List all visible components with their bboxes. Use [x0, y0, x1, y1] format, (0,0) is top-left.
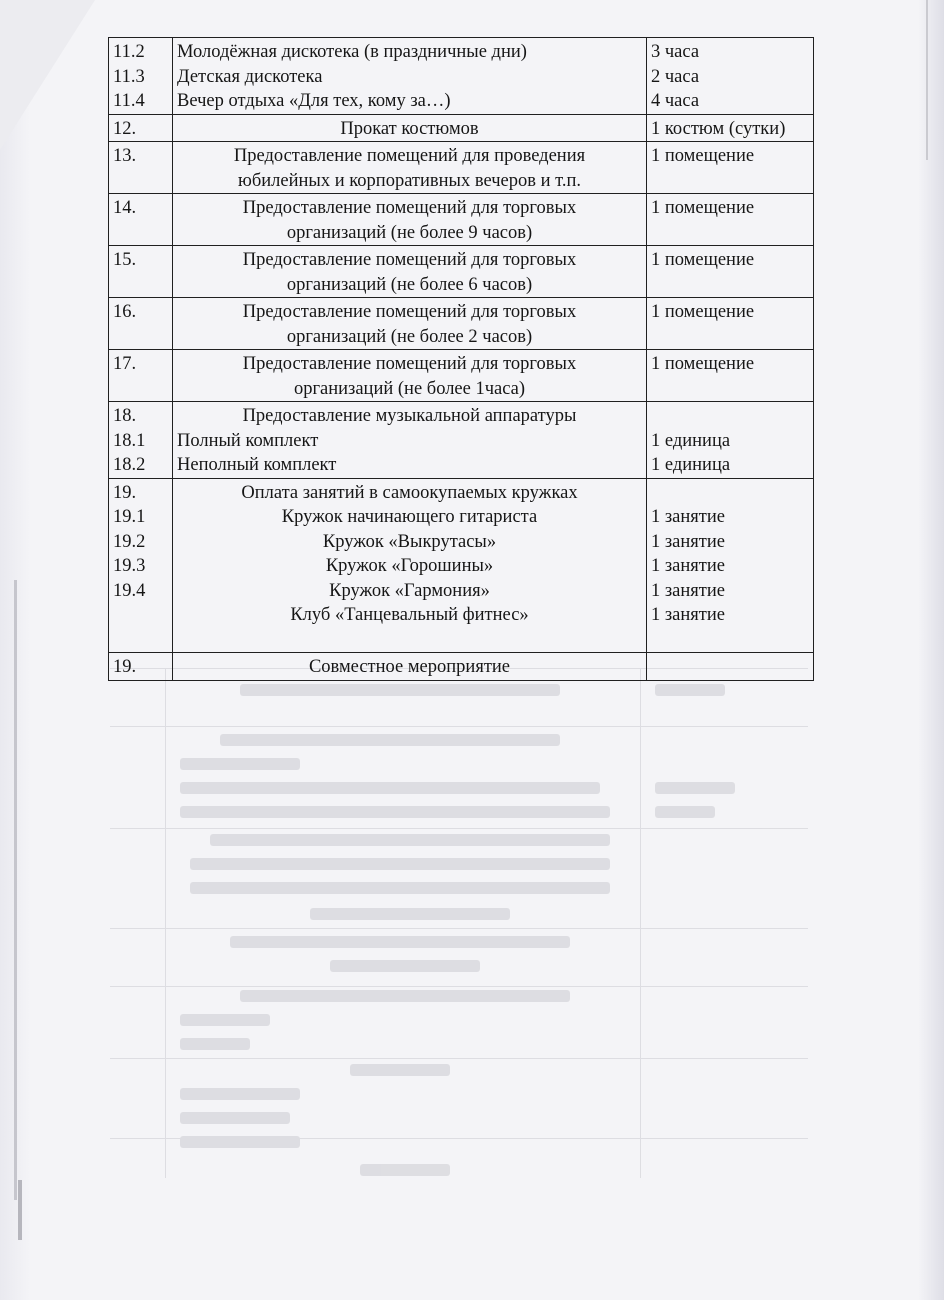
- table-row: [109, 478, 814, 653]
- price-table-body: [109, 38, 814, 681]
- table-row: [109, 114, 814, 142]
- scan-mark: [14, 580, 17, 1200]
- scan-mark: [926, 0, 928, 160]
- table-row: [109, 298, 814, 350]
- service-name: Неполный комплект: [177, 455, 337, 475]
- row-number-cell: [109, 653, 173, 681]
- unit-cell: [647, 142, 814, 194]
- table-row: [109, 402, 814, 479]
- row-number-cell: [109, 194, 173, 246]
- row-number: 17.: [113, 354, 137, 374]
- service-name: Кружок начинающего гитариста: [281, 507, 538, 527]
- unit-cell: [647, 653, 814, 681]
- row-number-cell: [109, 298, 173, 350]
- service-name: Предоставление помещений для торговых: [242, 198, 577, 218]
- row-number: 15.: [113, 250, 137, 270]
- service-name: организаций (не более 9 часов): [286, 222, 533, 243]
- unit-cell: [647, 298, 814, 350]
- service-name: Предоставление помещений для торговых: [242, 354, 577, 374]
- unit-value: [651, 655, 809, 680]
- service-name: Кружок «Гармония»: [329, 580, 490, 601]
- unit-value: 1 занятие: [651, 556, 725, 576]
- unit-value: [651, 404, 809, 429]
- service-name-cell: [173, 350, 647, 402]
- service-name: Кружок «Выкрутасы»: [322, 531, 497, 552]
- service-name-cell: [173, 38, 647, 115]
- service-name: юбилейных и корпоративных вечеров и т.п.: [238, 170, 581, 191]
- service-name: Предоставление помещений для проведения: [233, 146, 586, 166]
- unit-value: 1 костюм (сутки): [651, 118, 786, 139]
- table-row: [109, 350, 814, 402]
- unit-cell: [647, 478, 814, 653]
- service-name: Предоставление помещений для торговых: [242, 302, 577, 322]
- bleed-through-reverse-side: [110, 668, 808, 1178]
- row-number: 19.: [113, 657, 137, 677]
- unit-value: 2 часа: [651, 66, 700, 87]
- unit-value: 1 единица: [651, 430, 731, 451]
- row-number: 19.1: [113, 507, 146, 527]
- service-name: организаций (не более 2 часов): [286, 326, 533, 347]
- row-number: 19.2: [113, 531, 146, 552]
- folded-corner: [0, 0, 95, 150]
- unit-cell: [647, 350, 814, 402]
- service-name-cell: [173, 402, 647, 479]
- service-name: Совместное мероприятие: [308, 657, 511, 677]
- row-number: 16.: [113, 302, 137, 322]
- service-name: Оплата занятий в самоокупаемых кружках: [241, 482, 578, 503]
- service-name-cell: [173, 478, 647, 653]
- table-row: [109, 653, 814, 681]
- row-number: 19.: [113, 482, 137, 503]
- row-number-cell: [109, 114, 173, 142]
- service-name: Прокат костюмов: [340, 118, 479, 139]
- page-shadow-right: [918, 0, 944, 1300]
- table-row: [109, 246, 814, 298]
- row-number-cell: [109, 142, 173, 194]
- unit-value: 3 часа: [651, 42, 700, 62]
- row-number: 14.: [113, 198, 137, 218]
- unit-value: 1 занятие: [651, 531, 725, 552]
- table-row: [109, 38, 814, 115]
- scan-mark: [18, 1180, 22, 1240]
- service-name: Вечер отдыха «Для тех, кому за…): [177, 91, 451, 111]
- service-name: Предоставление музыкальной аппаратуры: [242, 406, 577, 426]
- row-number-cell: [109, 402, 173, 479]
- unit-value: 1 помещение: [651, 302, 755, 322]
- row-number: 11.4: [113, 91, 145, 111]
- row-number: 11.2: [113, 42, 145, 62]
- service-name: Полный комплект: [177, 430, 319, 451]
- service-name-cell: [173, 298, 647, 350]
- service-name: Молодёжная дискотека (в праздничные дни): [177, 42, 527, 62]
- service-name: организаций (не более 6 часов): [286, 274, 533, 295]
- service-name: Кружок «Горошины»: [325, 556, 494, 576]
- service-name: Клуб «Танцевальный фитнес»: [290, 605, 529, 625]
- unit-value: 1 занятие: [651, 580, 725, 601]
- row-number: 19.3: [113, 556, 146, 576]
- row-number: [113, 628, 168, 653]
- row-number: 18.1: [113, 430, 146, 451]
- unit-value: [651, 628, 809, 653]
- unit-value: 1 помещение: [651, 354, 755, 374]
- row-number: 18.: [113, 406, 137, 426]
- unit-value: 1 помещение: [651, 250, 755, 270]
- row-number: 18.2: [113, 455, 146, 475]
- price-table: [108, 37, 814, 681]
- unit-value: 1 помещение: [651, 198, 755, 218]
- row-number: [113, 603, 168, 628]
- unit-cell: [647, 402, 814, 479]
- service-name: организаций (не более 1часа): [293, 378, 526, 399]
- unit-value: 1 занятие: [651, 507, 725, 527]
- table-row: [109, 142, 814, 194]
- row-number: 11.3: [113, 66, 145, 87]
- unit-cell: [647, 194, 814, 246]
- unit-cell: [647, 246, 814, 298]
- service-name-cell: [173, 246, 647, 298]
- service-name-cell: [173, 653, 647, 681]
- unit-value: 1 единица: [651, 455, 731, 475]
- service-name-cell: [173, 142, 647, 194]
- service-name: Предоставление помещений для торговых: [242, 250, 577, 270]
- row-number: 13.: [113, 146, 137, 166]
- unit-value: 1 помещение: [651, 146, 755, 166]
- table-row: [109, 194, 814, 246]
- unit-value: 4 часа: [651, 91, 700, 111]
- row-number-cell: [109, 350, 173, 402]
- unit-cell: [647, 38, 814, 115]
- unit-value: 1 занятие: [651, 605, 725, 625]
- service-name: Детская дискотека: [177, 66, 323, 87]
- row-number: 12.: [113, 118, 137, 139]
- row-number: 19.4: [113, 580, 146, 601]
- service-name-cell: [173, 194, 647, 246]
- row-number-cell: [109, 478, 173, 653]
- service-name-cell: [173, 114, 647, 142]
- service-name: [177, 628, 642, 653]
- unit-value: [651, 481, 809, 506]
- row-number-cell: [109, 246, 173, 298]
- row-number-cell: [109, 38, 173, 115]
- unit-cell: [647, 114, 814, 142]
